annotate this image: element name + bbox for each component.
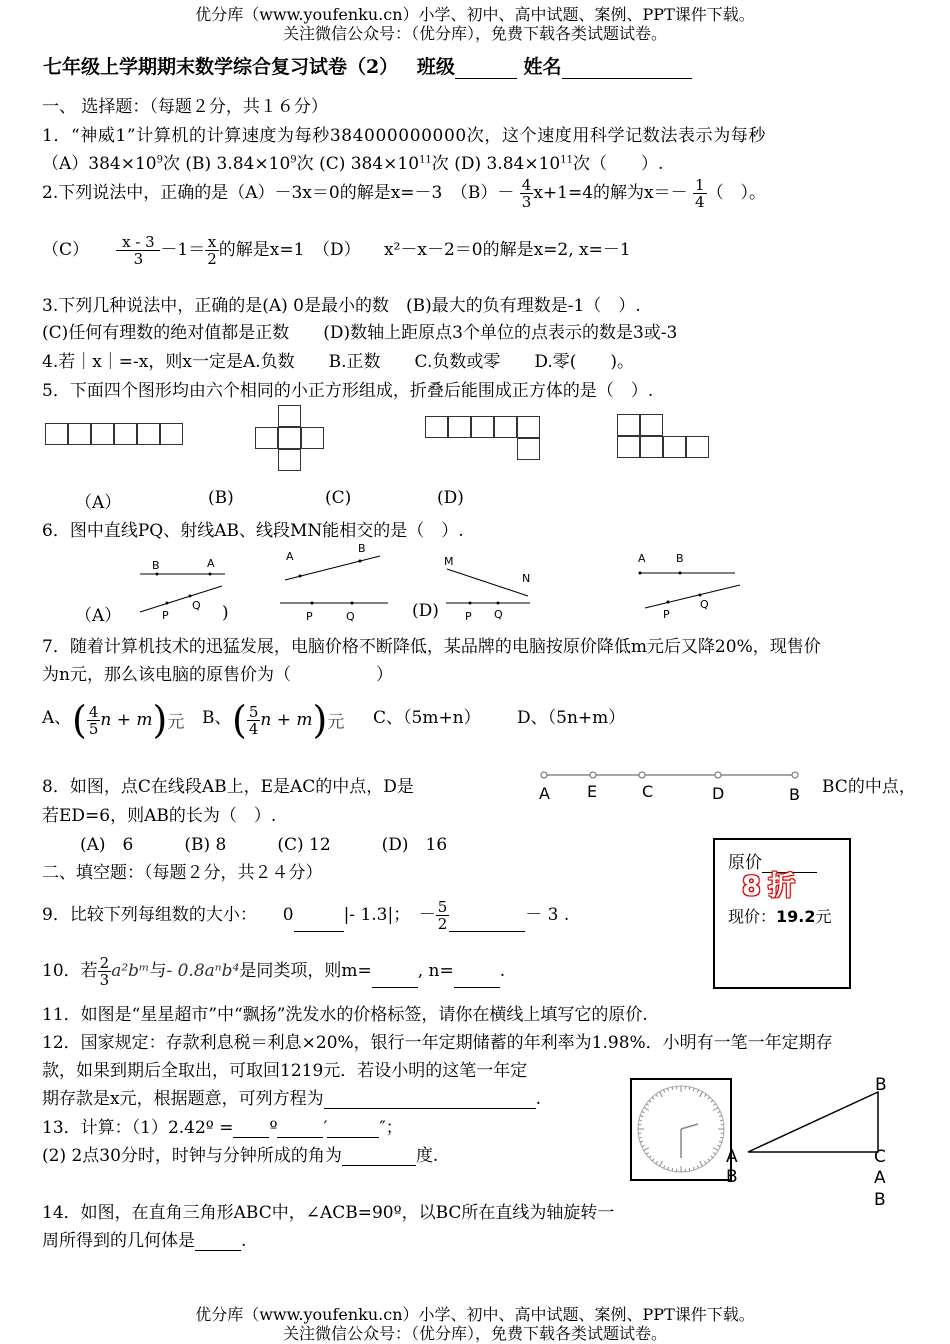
clock-tick	[713, 1104, 715, 1106]
clock-tick	[689, 1087, 690, 1090]
q8-label-B: B	[789, 785, 800, 804]
q14-line2: 周所得到的几何体是 .	[42, 1226, 246, 1251]
clock-tick	[689, 1168, 690, 1171]
q2-line1	[42, 177, 766, 210]
q2-line2	[42, 234, 631, 267]
q6c-label-Q: Q	[494, 608, 503, 621]
clock-tick	[693, 1088, 694, 1091]
price-discount: 8 折	[742, 864, 794, 903]
q8-point-A	[541, 772, 547, 778]
q6d-label-Q: Q	[700, 598, 709, 611]
q6a-point-P	[166, 602, 169, 605]
q7-line1: 7．随着计算机技术的迅猛发展，电脑价格不断降低，某品牌的电脑按原价降低m元后又降20%，现售价	[42, 632, 821, 657]
clock-tick	[639, 1137, 642, 1138]
q6a-label-P: P	[162, 609, 169, 622]
class-blank[interactable]	[455, 58, 517, 79]
q9-a: 0	[283, 905, 294, 925]
q2-fracC2: $\frac{x}{2}$	[205, 234, 219, 267]
tri-label-A2: A	[874, 1168, 886, 1188]
q10-blank-m[interactable]	[372, 971, 418, 988]
q2-optD: x²－x－2＝0的解是x=2, x=－1	[384, 240, 631, 260]
clock-tick	[656, 1094, 658, 1096]
q6b-label-Q: Q	[346, 610, 355, 623]
q13-blank-sec[interactable]	[327, 1121, 379, 1138]
q6a-label-Q: Q	[192, 599, 201, 612]
q12-blank[interactable]	[324, 1092, 536, 1109]
q6c-point-P	[469, 602, 472, 605]
q2-optC-label: （C）	[42, 240, 89, 260]
clock-tick	[640, 1141, 643, 1142]
q1-optC: (C) 384×10	[319, 154, 419, 174]
clock-tick	[664, 1090, 665, 1093]
q8-label-A: A	[539, 784, 550, 803]
q14-line1: 14．如图，在直角三角形ABC中，∠ACB=90º，以BC所在直线为轴旋转一	[42, 1198, 614, 1223]
q8-point-D	[715, 772, 721, 778]
clock-face	[632, 1080, 730, 1179]
q13-blank-deg[interactable]	[233, 1121, 269, 1138]
q2-optC-mid: －1＝	[160, 240, 205, 260]
q9	[42, 899, 569, 932]
q13-line1: 13．计算：（1）2.42º = º ′ ″；	[42, 1113, 403, 1138]
q7-optB-label: B、	[202, 703, 232, 728]
q8-point-C	[639, 772, 645, 778]
q1-optA-exp: 9	[157, 154, 163, 165]
q13-blank-angle[interactable]	[342, 1149, 416, 1166]
clock-tick	[697, 1166, 698, 1169]
q9-c: － 3 .	[525, 905, 569, 925]
q6d-point-B	[679, 572, 682, 575]
price-orig: 原价	[728, 848, 817, 873]
q2-part1: 2.下列说法中，正确的是（A）－3x＝0的解是x=－3 （B）－	[42, 183, 514, 203]
clock-tick	[713, 1108, 718, 1111]
q6d-point-P	[667, 601, 670, 604]
q6c-point-Q	[497, 602, 500, 605]
q8-line2: 若ED=6，则AB的长为（ ）.	[42, 801, 276, 826]
clock-tick	[713, 1148, 718, 1151]
clock-tick	[708, 1097, 710, 1099]
q3-line2: (C)任何有理数的绝对值都是正数 (D)数轴上距原点3个单位的点表示的数是3或-3	[42, 318, 677, 343]
q9-blank-2[interactable]	[449, 915, 525, 932]
q6-optA: （A）	[75, 601, 121, 626]
clock-tick	[652, 1097, 654, 1099]
q7-optB: ( $\frac{5}{4}$ n + m)元	[232, 698, 344, 742]
q6d-point-A	[639, 572, 642, 575]
q6d-label-A: A	[638, 552, 646, 565]
q3-line1: 3.下列几种说法中，正确的是(A) 0是最小的数 (B)最大的负有理数是-1（ ）.	[42, 291, 641, 316]
q10-term2: - 0.8aⁿb⁴	[166, 961, 239, 981]
clock-tick	[668, 1088, 669, 1091]
q1-optB-unit: 次	[297, 154, 314, 174]
q8-segment-figure	[530, 765, 815, 805]
q6d-label-P: P	[663, 608, 670, 621]
clock-tick	[672, 1168, 673, 1171]
clock-tick	[649, 1100, 651, 1102]
q4-line: 4.若｜x｜=-x，则x一定是A.负数 B.正数 C.负数或零 D.零( )。	[42, 347, 634, 372]
triangle-figure	[720, 1070, 900, 1210]
clock-tick	[693, 1167, 694, 1170]
clock-tick	[660, 1161, 663, 1166]
q6b-label-P: P	[306, 610, 313, 623]
q10-term1: a²bᵐ	[111, 961, 149, 981]
clock-tick	[664, 1166, 665, 1169]
q2-optC-end: 的解是x=1 （D）	[219, 240, 361, 260]
q12-line1: 12．国家规定：存款利息税＝利息×20%，银行一年定期储蓄的年利率为1.98%．小明有一笔一年定期存	[42, 1028, 833, 1053]
header-line-2: 关注微信公众号：（优分库），免费下载各类试题试卷。	[0, 21, 950, 44]
q10-pre: 10．若	[42, 961, 98, 981]
q6b-point-P	[311, 602, 314, 605]
footer-line-1: 优分库（www.youfenku.cn）小学、初中、高中试题、案例、PPT课件下载。	[0, 1302, 950, 1325]
q5-label-C: (C)	[325, 488, 351, 508]
q9-pre: 9．比较下列每组数的大小：	[42, 905, 265, 925]
q6a-line-PQ	[140, 586, 222, 612]
q8-line1b: BC的中点，	[822, 772, 916, 797]
q14-blank[interactable]	[195, 1234, 241, 1251]
q2-fracC: $\frac{x - 3}{3}$	[116, 234, 160, 267]
q10-frac: $\frac{2}{3}$	[98, 955, 112, 988]
q1-optB-exp: 9	[290, 154, 296, 165]
price-now: 现价：19.2元	[728, 904, 832, 927]
q7-line2: 为n元，那么该电脑的原售价为（ ）	[42, 660, 393, 685]
clock-tick	[649, 1156, 651, 1158]
clock-tick	[713, 1153, 715, 1155]
q6a-point-Q	[189, 595, 192, 598]
clock-tick	[660, 1092, 663, 1097]
q10-post: 是同类项，则m=	[239, 961, 371, 981]
q11: 11．如图是“星星超市”中“飘扬”洗发水的价格标签，请你在横线上填写它的原价.	[42, 1000, 648, 1025]
q1-stem: 1．“神威1”计算机的计算速度为每秒384000000000次，这个速度用科学记数法表示为每秒	[42, 121, 766, 146]
q1-optA: （A）384×10	[42, 154, 157, 174]
clock-tick	[711, 1156, 713, 1158]
q8-label-D: D	[712, 784, 724, 803]
q6-line: 6．图中直线PQ、射线AB、线段MN能相交的是（ ）.	[42, 516, 464, 541]
q13-blank-min[interactable]	[277, 1121, 323, 1138]
clock-tick	[708, 1159, 710, 1161]
q5-label-A: （A）	[75, 488, 121, 513]
page-title	[43, 52, 692, 79]
q7-optA: ( $\frac{4}{5}$ n + m)元	[72, 698, 184, 742]
q7-optD: D、（5n+m）	[517, 703, 625, 728]
title-main: 七年级上学期期末数学综合复习试卷（2）	[43, 56, 398, 78]
class-label: 班级	[417, 56, 455, 78]
q6a-label-B: B	[152, 559, 160, 572]
q6c-label-P: P	[465, 610, 472, 623]
q5-line: 5．下面四个图形均由六个相同的小正方形组成，折叠后能围成正方体的是（ ）.	[42, 376, 653, 401]
q2-part3: （ ）。	[707, 183, 767, 203]
clock-tick	[711, 1100, 713, 1102]
q10-blank-n[interactable]	[454, 971, 500, 988]
q9-blank-1[interactable]	[294, 915, 344, 932]
clock-hour-hand	[681, 1124, 698, 1129]
q1-optD-unit: 次（ ）.	[573, 154, 663, 174]
name-blank[interactable]	[562, 58, 692, 79]
section2-heading: 二、填空题：（每题２分，共２４分）	[42, 858, 323, 883]
clock-tick	[644, 1148, 649, 1151]
q6b-label-B: B	[358, 542, 366, 555]
q7-optC: C、（5m+n）	[373, 703, 481, 728]
q6d-point-Q	[699, 594, 702, 597]
clock-tick	[646, 1104, 648, 1106]
triangle-ABC	[748, 1092, 878, 1152]
q6b-point-A	[299, 575, 302, 578]
q8-point-B	[792, 772, 798, 778]
q12-line2: 款，如果到期后全取出，可取回1219元．若设小明的这笔一年定	[42, 1056, 527, 1081]
clock-tick	[640, 1116, 643, 1117]
q6c-label-M: M	[444, 555, 454, 568]
q10	[42, 955, 505, 988]
clock-tick	[697, 1090, 698, 1093]
q6a-label-A: A	[207, 557, 215, 570]
q8-line1a: 8．如图，点C在线段AB上，E是AC的中点，D是	[42, 772, 414, 797]
q8-point-E	[590, 772, 596, 778]
q2-part2: x+1=4的解为x＝－	[533, 183, 687, 203]
section1-heading: 一、 选择题：（每题２分，共１６分）	[42, 92, 328, 117]
q1-optA-unit: 次	[163, 154, 180, 174]
q1-optB: (B) 3.84×10	[185, 154, 290, 174]
q9-b: |- 1.3|； －	[344, 905, 436, 925]
clock-tick	[644, 1108, 649, 1111]
tri-label-A: A	[726, 1147, 738, 1167]
q8-label-C: C	[642, 782, 653, 801]
clock-tick	[642, 1145, 645, 1146]
clock-tick	[672, 1087, 673, 1090]
q10-end: .	[500, 961, 505, 981]
q6b-point-Q	[351, 602, 354, 605]
clock-tick	[705, 1161, 707, 1163]
q6-optD: (D)	[412, 601, 439, 621]
q1-optC-exp: 11	[419, 154, 432, 165]
q12-line3: 期存款是x元，根据题意，可列方程为 .	[42, 1084, 541, 1109]
q1-optD-exp: 11	[560, 154, 573, 165]
q5-label-B: (B)	[208, 488, 234, 508]
q10-mid: 与	[149, 961, 166, 981]
clock-tick	[639, 1120, 642, 1121]
clock-frame	[630, 1078, 732, 1181]
q6-optB-tail: )	[222, 603, 229, 623]
clock-tick	[646, 1153, 648, 1155]
tri-label-B-top: B	[875, 1075, 887, 1095]
q8-label-E: E	[587, 782, 597, 801]
q6-figures	[0, 540, 950, 630]
q6b-point-B	[359, 560, 362, 563]
q9-frac: $\frac{5}{2}$	[436, 899, 450, 932]
tri-label-C: C	[874, 1147, 886, 1167]
q7-optA-label: A、	[42, 703, 71, 728]
q2-fracB: $\frac{4}{3}$	[520, 177, 534, 210]
tri-label-B-left: B	[726, 1167, 738, 1187]
q6c-label-N: N	[522, 572, 530, 585]
q1-options	[42, 149, 663, 174]
clock-tick	[642, 1112, 645, 1113]
q2-fracB2: $\frac{1}{4}$	[693, 177, 707, 210]
price-tag	[713, 838, 851, 989]
clock-tick	[700, 1092, 703, 1097]
clock-tick	[668, 1167, 669, 1170]
q8-options: (A) 6 (B) 8 (C) 12 (D) 16	[80, 830, 447, 855]
q6a-point-B	[156, 573, 159, 576]
clock-tick	[700, 1161, 703, 1166]
q6b-label-A: A	[286, 550, 294, 563]
q1-optC-unit: 次	[432, 154, 449, 174]
footer-line-2: 关注微信公众号：（优分库），免费下载各类试题试卷。	[0, 1321, 950, 1344]
q6a-point-A	[209, 573, 212, 576]
q1-optD: (D) 3.84×10	[454, 154, 560, 174]
name-label: 姓名	[524, 56, 562, 78]
q6d-line-PQ	[645, 585, 740, 608]
clock-tick	[652, 1159, 654, 1161]
q6d-label-B: B	[676, 552, 684, 565]
q10-n-label: , n=	[418, 961, 454, 981]
q5-label-D: (D)	[437, 488, 464, 508]
tri-label-B2: B	[874, 1190, 886, 1210]
q13-line2: (2) 2点30分时，时钟与分钟所成的角为 度.	[42, 1141, 438, 1166]
header-line-1: 优分库（www.youfenku.cn）小学、初中、高中试题、案例、PPT课件下载。	[0, 2, 950, 25]
q6c-segment-MN	[447, 569, 528, 596]
clock-tick	[656, 1161, 658, 1163]
clock-tick	[705, 1094, 707, 1096]
